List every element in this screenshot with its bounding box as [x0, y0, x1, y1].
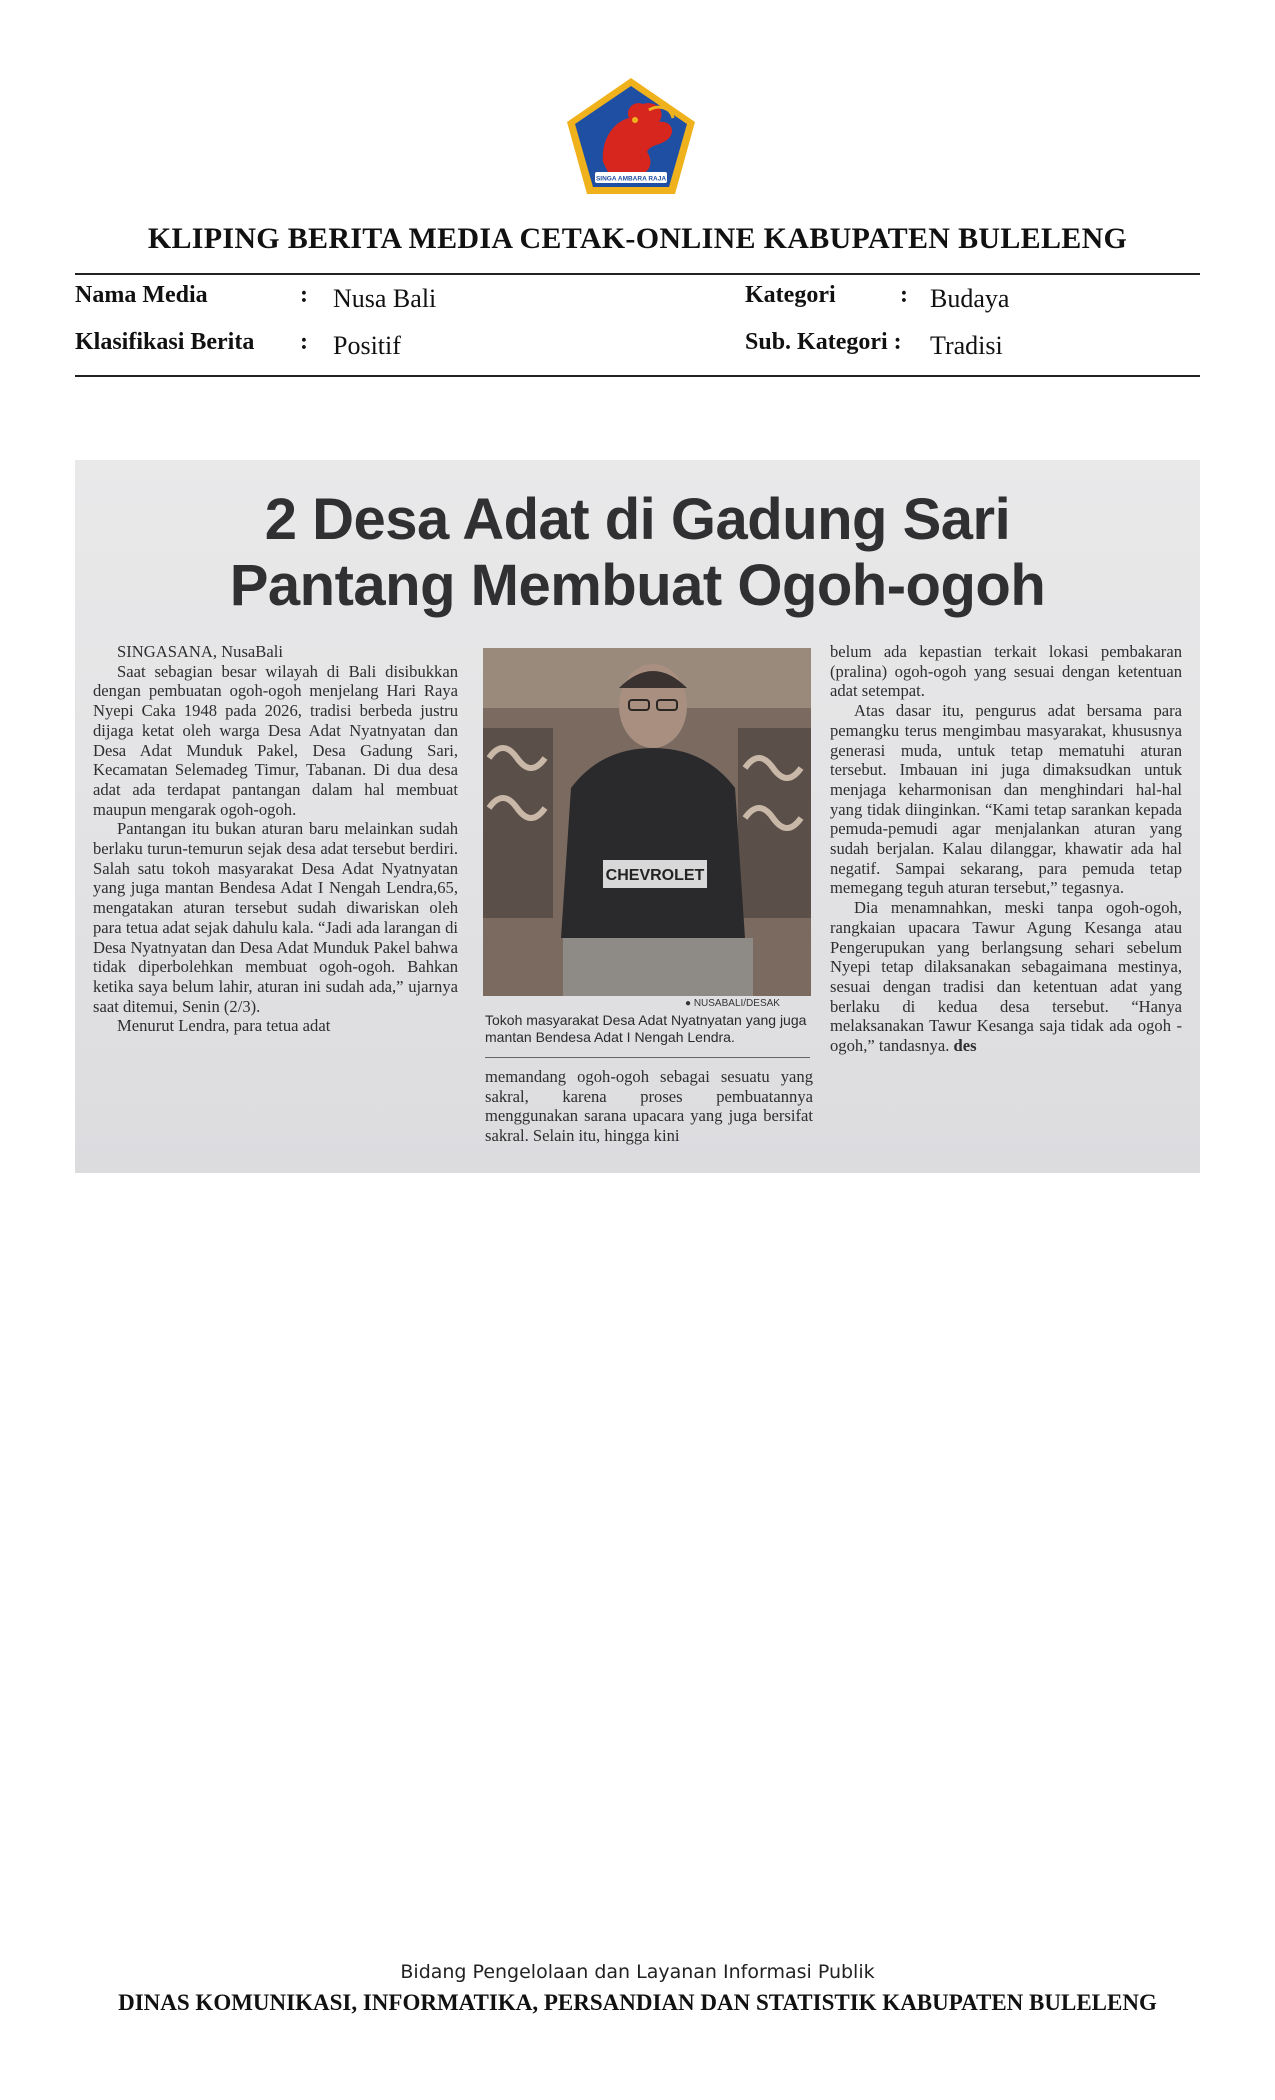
nama-media-colon: :	[300, 282, 308, 308]
article-dateline: SINGASANA, NusaBali	[117, 642, 283, 661]
klasifikasi-value: Positif	[333, 331, 401, 360]
article-column-1	[93, 642, 458, 1036]
article-photo	[483, 648, 811, 996]
headline-line-1: 2 Desa Adat di Gadung Sari	[264, 487, 1011, 552]
article-paragraph: Saat sebagian besar wilayah di Bali disibukkan dengan pembuatan ogoh-ogoh menjelang Hari Raya Nyepi Caka 1948 pada 2026, tradisi berbeda justru dijaga ketat oleh warga Desa Adat Nyatnyatan dan Desa Adat Munduk Pakel, Desa Gadung Sari, Kecamatan Selemadeg Timur, Tabanan. Di dua desa adat ada terdapat pantangan dalam hal membuat maupun mengarak ogoh-ogoh.	[93, 661, 458, 819]
caption-rule	[485, 1057, 810, 1058]
nama-media-value: Nusa Bali	[333, 284, 437, 313]
article-paragraph-text: Dia menamnahkan, meski tanpa ogoh-ogoh, rangkaian upacara Tawur Agung Kesanga atau Pengerupukan yang berlangsung sehari sebelum Nyepi tetap dilaksanakan sebagaimana mestinya, sesuai dengan tradisi dan ketentuan adat yang berlaku di kedua desa tersebut. “Hanya melaksanakan Tawur Kesanga saja tidak ada ogoh - ogoh,” tandasnya.	[830, 898, 1182, 1056]
logo-motto-text: SINGA AMBARA RAJA	[595, 175, 667, 183]
sub-kategori-value: Tradisi	[930, 331, 1003, 360]
sub-kategori-label: Sub. Kategori :	[745, 329, 902, 355]
article-column-2	[485, 1067, 813, 1146]
article-paragraph: Atas dasar itu, pengurus adat bersama para pemangku terus mengimbau masyarakat, khususnya generasi muda, untuk tetap mematuhi aturan tersebut. Imbauan ini juga dimaksudkan untuk menjaga keharmonisan dan menghindari hal-hal yang tidak diinginkan. “Kami tetap sarankan kepada pemuda-pemudi agar menjalankan aturan yang sudah berjalan. Kalau dilanggar, khawatir ada hal negatif. Sampai sekarang, para pemuda tetap memegang teguh aturan tersebut,” tegasnya.	[830, 701, 1182, 898]
header-rule-top	[75, 273, 1200, 275]
document-title: KLIPING BERITA MEDIA CETAK-ONLINE KABUPATEN BULELENG	[147, 222, 1128, 255]
footer-division: Bidang Pengelolaan dan Layanan Informasi Publik	[400, 1961, 875, 1983]
photo-caption: Tokoh masyarakat Desa Adat Nyatnyatan yang juga mantan Bendesa Adat I Nengah Lendra.	[485, 1012, 807, 1045]
klasifikasi-colon: :	[300, 329, 308, 355]
kategori-value: Budaya	[930, 284, 1010, 313]
article-paragraph	[830, 898, 1182, 1056]
portrait-illustration	[483, 648, 811, 996]
footer-agency: DINAS KOMUNIKASI, INFORMATIKA, PERSANDIAN DAN STATISTIK KABUPATEN BULELENG	[118, 1990, 1157, 2015]
article-signoff: des	[953, 1036, 977, 1056]
article-column-3	[830, 642, 1182, 1056]
news-clipping	[75, 460, 1200, 1173]
nama-media-label: Nama Media	[75, 282, 208, 308]
article-paragraph: Pantangan itu bukan aturan baru melainkan sudah berlaku turun-temurun sejak desa adat tersebut berdiri. Salah satu tokoh masyarakat Desa Adat Nyatnyatan yang juga mantan Bendesa Adat I Nengah Lendra,65, mengatakan aturan tersebut sudah diwariskan oleh para tetua adat sejak dahulu kala. “Jadi ada larangan di Desa Nyatnyatan dan Desa Adat Munduk Pakel bahwa tidak diperbolehkan membuat ogoh-ogoh. Bahkan ketika saya belum lahir, aturan ini sudah ada,” ujarnya saat ditemui, Senin (2/3).	[93, 819, 458, 1016]
article-paragraph: belum ada kepastian terkait lokasi pembakaran (pralina) ogoh-ogoh yang sesuai dengan ketentuan adat setempat.	[830, 642, 1182, 701]
header-rule-bottom	[75, 375, 1200, 377]
kategori-colon: :	[900, 282, 908, 308]
klasifikasi-label: Klasifikasi Berita	[75, 329, 255, 355]
article-paragraph: memandang ogoh-ogoh sebagai sesuatu yang sakral, karena proses pembuatannya menggunakan sarana upacara yang juga bersifat sakral. Selain itu, hingga kini	[485, 1067, 813, 1146]
kabupaten-buleleng-logo	[563, 74, 699, 198]
shirt-logo-text: CHEVROLET	[605, 867, 705, 884]
kategori-label: Kategori	[745, 282, 836, 308]
photo-credit: ● NUSABALI/DESAK	[685, 998, 780, 1009]
article-paragraph: Menurut Lendra, para tetua adat	[117, 1016, 331, 1036]
headline-line-2: Pantang Membuat Ogoh-ogoh	[229, 553, 1046, 618]
